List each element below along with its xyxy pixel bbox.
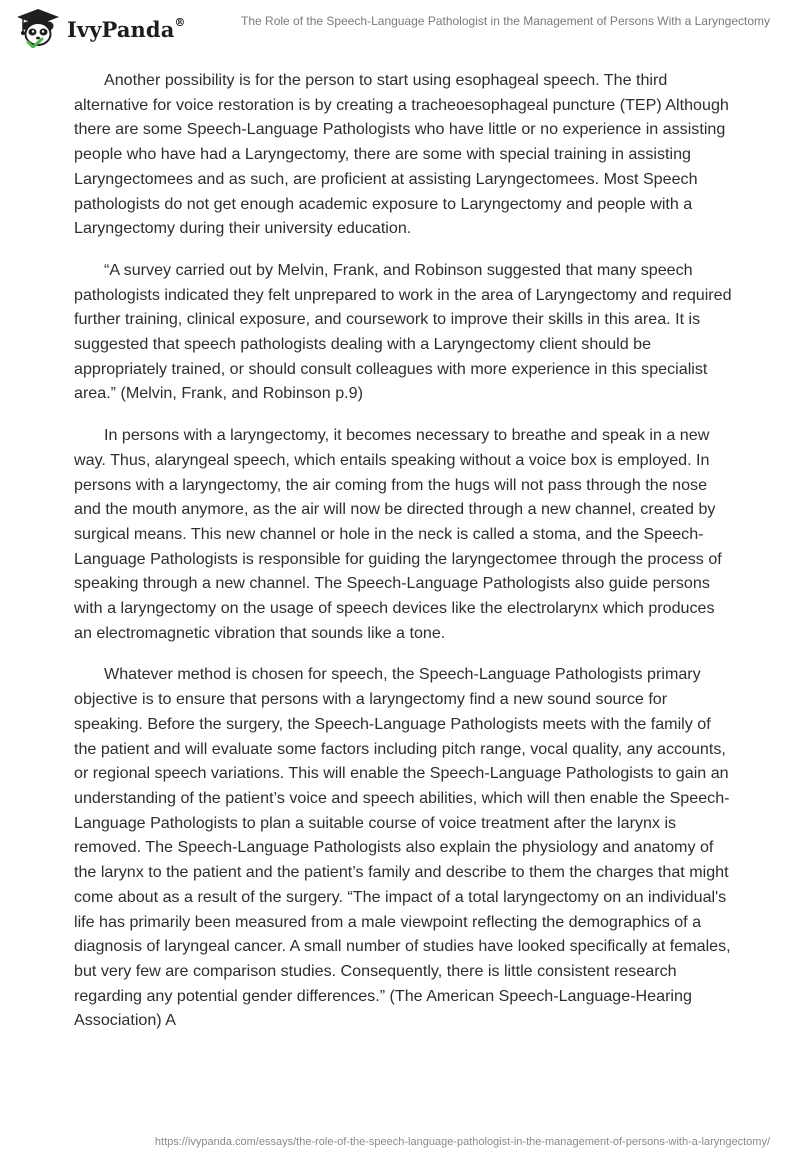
paragraph: Another possibility is for the person to start using esophageal speech. The third alternative for voice restoration is by creating a tracheoesophageal puncture (TEP) Although there are some Speech-Language Pathologists who have little or no experience in assisting people who have had a Laryngectomy, there are some with special training in assisting Laryngectomees and as such, are proficient at assisting Laryngectomees. Most Speech pathologists do not get enough academic exposure to Laryngectomy and people with a Laryngectomy during their university education. bbox=[74, 71, 729, 238]
page-header bbox=[0, 0, 800, 60]
paragraph: “A survey carried out by Melvin, Frank, and Robinson suggested that many speech pathologists indicated they felt unprepared to work in the area of Laryngectomy and required further training, clinical exposure, and coursework to improve their skills in this area. It is suggested that speech pathologists dealing with a Laryngectomy client should be appropriately trained, or should consult colleagues with more experience in this specialist area.” (Melvin, Frank, and Robinson p.9) bbox=[74, 260, 732, 403]
source-url[interactable]: https://ivypanda.com/essays/the-role-of-the-speech-language-pathologist-in-the-management-of-persons-with-a-laryngectomy/ bbox=[154, 1136, 770, 1148]
brand-name: IvyPanda® bbox=[67, 15, 186, 42]
brand-logo[interactable] bbox=[14, 8, 186, 48]
document-title: The Role of the Speech-Language Pathologist in the Management of Persons With a Laryngectomy bbox=[241, 14, 770, 28]
paragraph: Whatever method is chosen for speech, the Speech-Language Pathologists primary objective is to ensure that persons with a laryngectomy find a new sound source for speaking. Before the surgery, the Speech-Language Pathologists meets with the family of the patient and will evaluate some factors including pitch range, vocal quality, any accounts, or regional speech variations. This will enable the Speech-Language Pathologists to gain an understanding of the patient’s voice and speech abilities, which will then enable the Speech-Language Pathologists to plan a suitable course of voice treatment after the larynx is removed. The Speech-Language Pathologists also explain the physiology and anatomy of the larynx to the patient and the patient’s family and describe to them the charges that might come about as a result of the surgery. “The impact of a total laryngectomy on an individual's life has primarily been measured from a male viewpoint reflecting the demographics of a diagnosis of laryngeal cancer. A small number of studies have looked specifically at females, but very few are comparison studies. Consequently, there is little consistent research regarding any potential gender differences.” (The American Speech-Language-Hearing Association) A bbox=[74, 665, 731, 1030]
essay-body bbox=[74, 68, 734, 1050]
panda-graduate-icon bbox=[14, 8, 62, 48]
paragraph: In persons with a laryngectomy, it becomes necessary to breathe and speak in a new way. Thus, alaryngeal speech, which entails speaking without a voice box is employed. In persons with a laryngectomy, the air coming from the hugs will not pass through the nose and the mouth anymore, as the air will now be directed through a new channel, created by surgical means. This new channel or hole in the neck is called a stoma, and the Speech-Language Pathologists is responsible for guiding the laryngectomee through the process of speaking through a new channel. The Speech-Language Pathologists also guide persons with a laryngectomy on the usage of speech devices like the electrolarynx which produces an electromagnetic vibration that sounds like a tone. bbox=[74, 426, 722, 642]
